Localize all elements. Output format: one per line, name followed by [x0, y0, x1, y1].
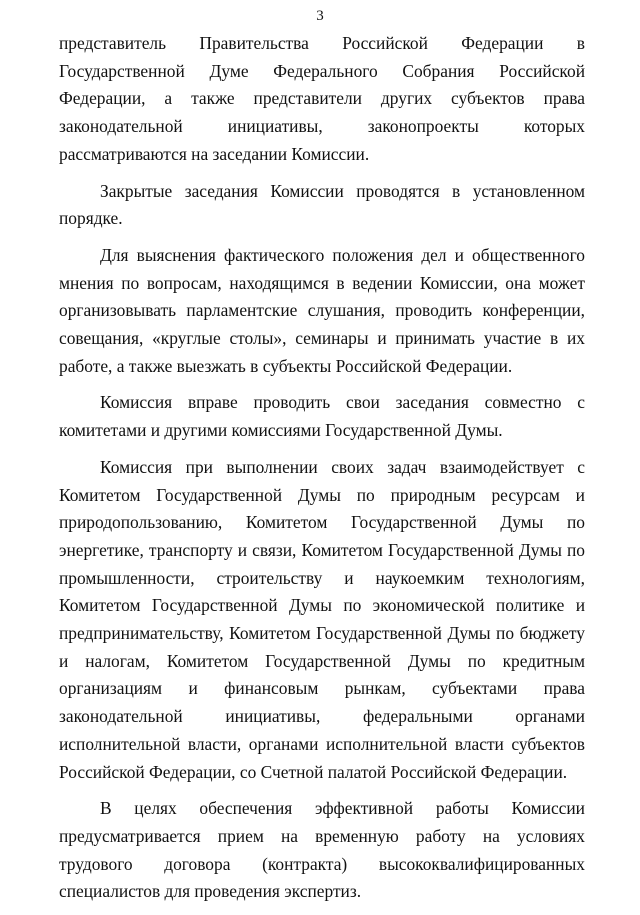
paragraph-interaction: Комиссия при выполнении своих задач взаимодействует с Комитетом Государственной Думы по природным ресурсам и природопользованию, Комитетом Государственной Думы по энергетике, транспорту и связи, Комитетом Государственной Думы по промышленности, строительству и наукоемким технологиям, Комитетом Государственной Думы по экономической политике и предпринимательству, Комитетом Государственной Думы по бюджету и налогам, Комитетом Государственной Думы по кредитным организациям и финансовым рынкам, субъектами права законодательной инициативы, федеральными органами исполнительной власти, органами исполнительной власти субъектов Российской Федерации, со Счетной палатой Российской Федерации.	[59, 456, 585, 782]
paragraph-closed-sessions: Закрытые заседания Комиссии проводятся в установленном порядке.	[59, 180, 585, 229]
page-number: 3	[316, 8, 324, 24]
paragraph-joint-sessions: Комиссия вправе проводить свои заседания совместно с комитетами и другими комиссиями Государственной Думы.	[59, 392, 585, 441]
document-body	[59, 30, 585, 915]
paragraph-experts: В целях обеспечения эффективной работы Комиссии предусматривается прием на временную работу на условиях трудового договора (контракта) высококвалифицированных специалистов для проведения экспертиз.	[59, 798, 585, 902]
paragraph-continuation: представитель Правительства Российской Федерации в Государственной Думе Федерального Собрания Российской Федерации, а также представители других субъектов права законодательной инициативы, законопроекты которых рассматриваются на заседании Комиссии.	[59, 33, 585, 164]
paragraph-hearings: Для выяснения фактического положения дел и общественного мнения по вопросам, находящимся в ведении Комиссии, она может организовывать парламентские слушания, проводить конференции, совещания, «круглые столы», семинары и принимать участие в их работе, а также выезжать в субъекты Российской Федерации.	[59, 244, 585, 376]
